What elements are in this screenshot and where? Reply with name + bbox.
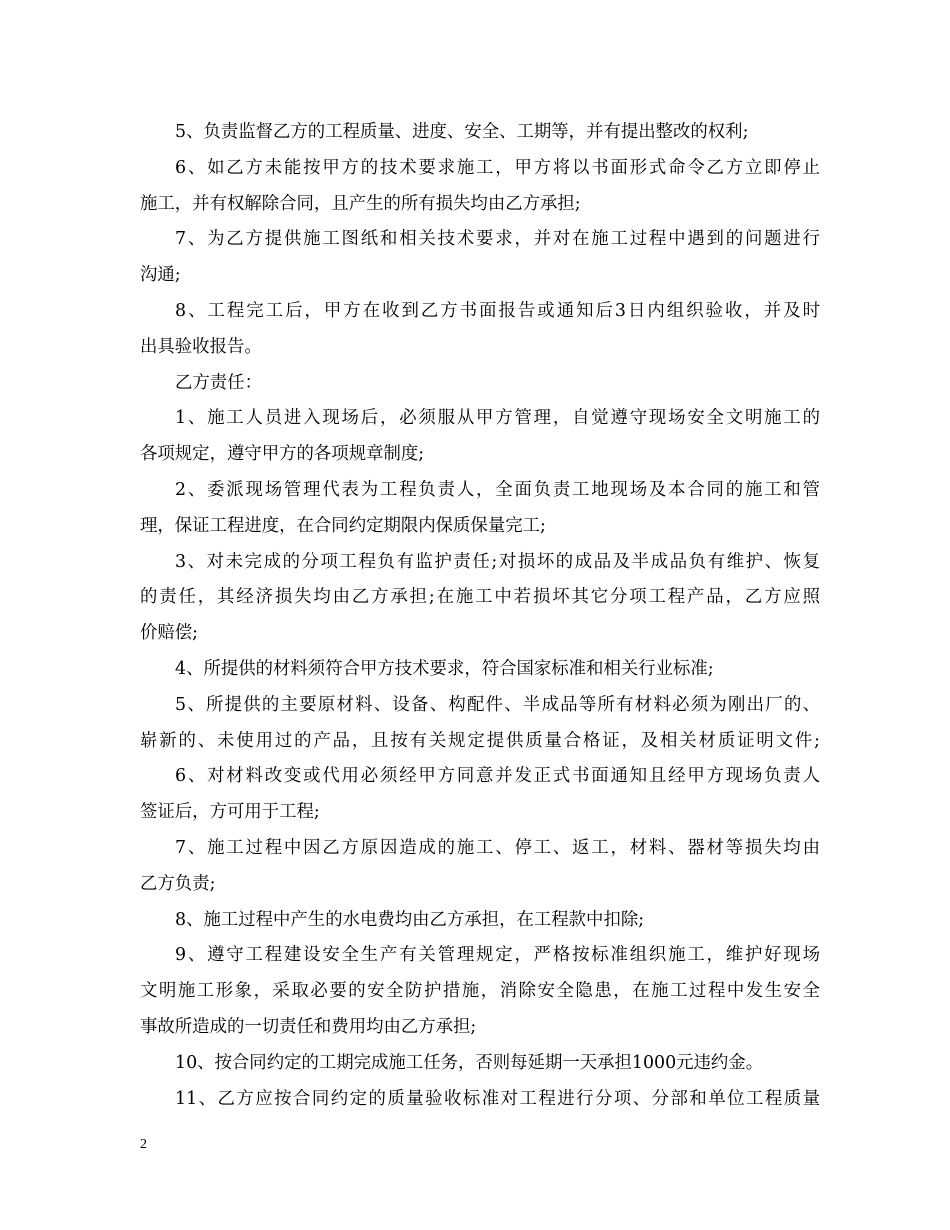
text-line: 2、委派现场管理代表为工程负责人，全面负责工地现场及本合同的施工和管 (175, 479, 820, 500)
text-line: 4、所提供的材料须符合甲方技术要求，符合国家标准和相关行业标准; (175, 658, 714, 679)
text-line: 8、工程完工后，甲方在收到乙方书面报告或通知后3日内组织验收，并及时 (175, 300, 820, 321)
text-line: 崭新的、未使用过的产品，且按有关规定提供质量合格证，及相关材质证明文件; (140, 730, 820, 751)
text-line: 理，保证工程进度，在合同约定期限内保质保量完工; (140, 515, 546, 536)
text-line: 3、对未完成的分项工程负有监护责任;对损坏的成品及半成品负有维护、恢复 (175, 551, 820, 572)
text-line: 施工，并有权解除合同，且产生的所有损失均由乙方承担; (140, 193, 581, 214)
text-line: 5、负责监督乙方的工程质量、进度、安全、工期等，并有提出整改的权利; (175, 122, 749, 142)
text-line: 7、为乙方提供施工图纸和相关技术要求，并对在施工过程中遇到的问题进行 (175, 229, 820, 250)
text-line: 9、遵守工程建设安全生产有关管理规定，严格按标准组织施工，维护好现场 (175, 945, 820, 966)
text-line: 各项规定，遵守甲方的各项规章制度; (140, 444, 425, 465)
text-line: 乙方责任： (175, 372, 262, 393)
document-body (140, 115, 820, 1117)
text-line: 签证后，方可用于工程; (140, 802, 320, 823)
text-line: 文明施工形象，采取必要的安全防护措施，消除安全隐患，在施工过程中发生安全 (140, 981, 820, 1002)
text-line: 沟通; (140, 265, 181, 286)
text-line: 5、所提供的主要原材料、设备、构配件、半成品等所有材料必须为刚出厂的、 (175, 694, 820, 715)
text-line: 事故所造成的一切责任和费用均由乙方承担; (140, 1016, 477, 1037)
text-line: 的责任，其经济损失均由乙方承担;在施工中若损坏其它分项工程产品，乙方应照 (140, 587, 820, 608)
page-number: 2 (140, 1137, 147, 1152)
text-line: 7、施工过程中因乙方原因造成的施工、停工、返工，材料、器材等损失均由 (175, 837, 820, 858)
text-line: 出具验收报告。 (140, 336, 262, 357)
text-line: 10、按合同约定的工期完成施工任务，否则每延期一天承担1000元违约金。 (175, 1052, 764, 1073)
text-line: 1、施工人员进入现场后，必须服从甲方管理，自觉遵守现场安全文明施工的 (175, 408, 820, 429)
text-line: 8、施工过程中产生的水电费均由乙方承担，在工程款中扣除; (175, 909, 645, 930)
text-line: 乙方负责; (140, 873, 216, 894)
text-line: 价赔偿; (140, 623, 199, 644)
text-line: 6、如乙方未能按甲方的技术要求施工，甲方将以书面形式命令乙方立即停止 (175, 157, 820, 178)
text-line: 6、对材料改变或代用必须经甲方同意并发正式书面通知且经甲方现场负责人 (175, 766, 820, 787)
text-line: 11、乙方应按合同约定的质量验收标准对工程进行分项、分部和单位工程质量 (175, 1088, 820, 1109)
